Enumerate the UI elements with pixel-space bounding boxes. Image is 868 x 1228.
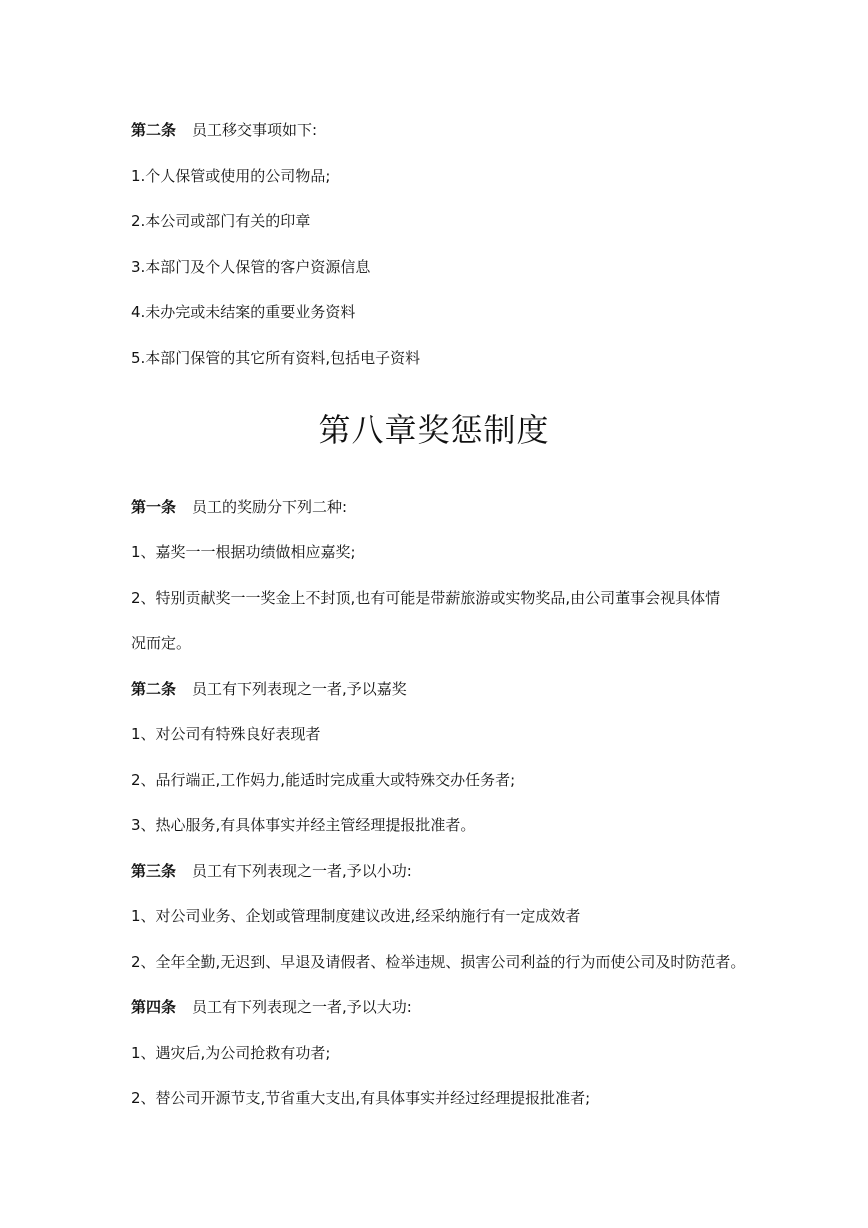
article-label: 第三条 [131,862,177,880]
article-label: 第二条 [131,680,177,698]
article-text: 员工有下列表现之一者,予以嘉奖 [192,680,407,698]
article-heading [131,997,768,1017]
article-text: 员工的奖励分下列二种: [192,498,348,516]
article-heading [131,120,768,140]
list-item: 3、热心服务,有具体事实并经主管经理提报批准者。 [131,816,476,834]
article-text: 员工有下列表现之一者,予以小功: [192,862,412,880]
article-text: 员工移交事项如下: [192,121,318,139]
list-item: 3.本部门及个人保管的客户资源信息 [131,258,371,276]
list-item: 2.本公司或部门有关的印章 [131,212,311,230]
article-label: 第四条 [131,998,177,1016]
article-heading [131,497,768,517]
list-item: 2、品行端正,工作妈力,能适时完成重大或特殊交办任务者; [131,771,516,789]
list-item: 2、替公司开源节支,节省重大支出,有具体事实并经过经理提报批准者; [131,1089,591,1107]
list-item: 1、嘉奖一一根据功绩做相应嘉奖; [131,543,356,561]
list-item: 1、对公司有特殊良好表现者 [131,725,321,743]
article-label: 第二条 [131,121,177,139]
list-item: 况而定。 [131,634,192,652]
list-item: 4.未办完或未结案的重要业务资料 [131,303,356,321]
chapter-title: 第八章奖惩制度 [318,411,550,449]
list-item: 1、对公司业务、企划或管理制度建议改进,经采纳施行有一定成效者 [131,907,581,925]
article-text: 员工有下列表现之一者,予以大功: [192,998,412,1016]
article-heading [131,861,768,881]
article-label: 第一条 [131,498,177,516]
list-item: 5.本部门保管的其它所有资料,包括电子资料 [131,349,421,367]
list-item: 1、遇灾后,为公司抢救有功者; [131,1044,331,1062]
article-heading [131,679,768,699]
list-item: 2、全年全勤,无迟到、早退及请假者、检举违规、损害公司利益的行为而使公司及时防范者。 [131,953,746,971]
list-item: 1.个人保管或使用的公司物品; [131,167,331,185]
list-item: 2、特别贡献奖一一奖金上不封顶,也有可能是带薪旅游或实物奖品,由公司董事会视具体情 [131,589,721,607]
